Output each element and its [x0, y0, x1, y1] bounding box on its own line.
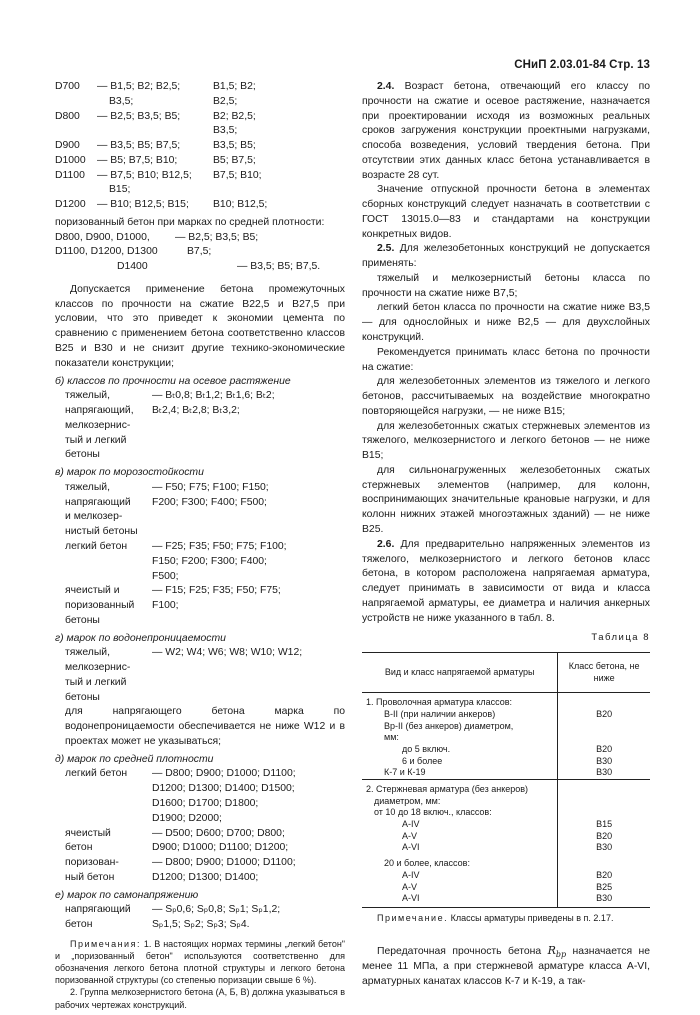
- tension-class-values: Bₜ2,4; Bₜ2,8; Bₜ3,2;: [152, 405, 240, 417]
- final-text-b: назначается не менее 11 МПа, а при стержневой арматуре класса А-VI, арматурных канатах классов К-7 и К-19, а так-: [362, 945, 650, 987]
- porous-row: [55, 231, 345, 246]
- grade-values-b: [213, 139, 345, 154]
- table-row: [362, 767, 650, 779]
- density-grade-values: D1200; D1300; D1400; D1500;: [152, 783, 295, 795]
- frost-grade-values: — F50; F75; F100; F150;: [152, 481, 269, 493]
- para-2-4: [362, 80, 650, 183]
- grade-row: [55, 198, 345, 213]
- table-cell-type: A-V: [362, 831, 558, 843]
- grade-values-a-line: — В5; В7,5; В10;: [97, 154, 178, 166]
- para-2-4-text: Возраст бетона, отвечающий его классу по прочности на сжатие и осевое растяжение, назначается при проектировании исходя из возможных реальных сроков загружения конструкции проектными нагрузками, способа возведения, условий твердения бетона. При отсутствии этих данных класс бетона устанавливается в возрасте 28 сут.: [362, 81, 650, 181]
- porous-grades: D1400: [117, 261, 148, 273]
- final-paragraph: [362, 943, 650, 990]
- density-grade-row: [65, 767, 345, 782]
- notes-label: Примечания:: [70, 938, 141, 949]
- frost-grade-values: F200; F300; F400; F500;: [152, 496, 267, 508]
- table-cell-class: В30: [596, 755, 613, 766]
- table-header-type: Вид и класс напрягаемой арматуры: [362, 652, 558, 692]
- table-cell-type: 1. Проволочная арматура классов:: [362, 693, 558, 709]
- tension-class-material: мелкозернис-: [65, 419, 131, 431]
- table-cell-class: [558, 693, 650, 709]
- frost-grade-values: F150; F200; F300; F400;: [152, 555, 267, 567]
- table-note-text: Классы арматуры приведены в п. 2.17.: [450, 912, 614, 923]
- para-2-5-text: Для железобетонных конструкций не допускается применять:: [362, 243, 650, 270]
- grade-row: [55, 139, 345, 154]
- water-grade-row: [65, 676, 345, 691]
- table-cell-type: A-VI: [362, 893, 558, 907]
- porous-row: [55, 245, 345, 260]
- final-text-a: Передаточная прочность бетона: [377, 945, 542, 957]
- frost-grade-row: [65, 570, 345, 585]
- table-cell-type: A-V: [362, 882, 558, 894]
- porous-grades: D800, D900, D1000,: [55, 231, 150, 243]
- grade-values-a: [97, 110, 213, 125]
- frost-grade-row: [65, 555, 345, 570]
- tension-class-row: [65, 404, 345, 419]
- tension-class-row: [65, 389, 345, 404]
- frost-grade-material: тяжелый,: [65, 481, 110, 493]
- density-grade-material: бетон: [65, 842, 93, 854]
- grade-name: D800: [55, 110, 80, 122]
- grade-values-b: [213, 80, 345, 110]
- para-2-5-b: легкий бетон класса по прочности на сжатие ниже В3,5 — для однослойных и ниже В2,5 — для двухслойных конструкций.: [362, 302, 650, 344]
- para-2-4-b: Значение отпускной прочности бетона в элементах сборных конструкций следует назначать в соответствии с ГОСТ 13015.0—83 и стандартами на конструкции конкретных видов.: [362, 184, 650, 240]
- grade-values-a: [97, 169, 213, 199]
- grade-values-b: [213, 169, 345, 184]
- self-stress-grade-row: [65, 903, 345, 918]
- grade-values-a: [97, 154, 213, 169]
- density-grade-values: D1900; D2000;: [152, 812, 222, 824]
- density-grade-material: ный бетон: [65, 871, 115, 883]
- frost-grade-material: легкий бетон: [65, 540, 128, 552]
- allow-paragraph: Допускается применение бетона промежуточных классов по прочности на сжатие В22,5 и В27,5 при условии, что это приведет к экономии цемента по сравнению с применением бетона соответственно классов В25 и В30 и не снизит другие технико-экономические показатели конструкции;: [55, 283, 345, 369]
- grade-row: [55, 169, 345, 199]
- para-2-5-c: Рекомендуется принимать класс бетона по прочности на сжатие:: [362, 346, 650, 373]
- table-row: [362, 842, 650, 854]
- grade-values-a-line: — В7,5; В10; В12,5;: [97, 169, 192, 181]
- porous-list: [55, 231, 345, 275]
- table-row: [362, 796, 650, 808]
- density-grade-material: ячеистый: [65, 827, 111, 839]
- section-f-list: [55, 903, 345, 933]
- table-cell-class: В30: [558, 893, 650, 907]
- table-row: [362, 882, 650, 894]
- density-grade-row: [65, 812, 345, 827]
- grade-values-a: [97, 139, 213, 154]
- grade-values-b-line: В7,5; В10;: [213, 169, 262, 181]
- density-grade-values: — D500; D600; D700; D800;: [152, 827, 285, 839]
- note-2: 2. Группа мелкозернистого бетона (А, Б, В) должна указываться в рабочих чертежах конструкций.: [55, 987, 345, 1010]
- table-row: [362, 721, 650, 733]
- para-2-5-e: для железобетонных сжатых стержневых элементов из тяжелого, мелкозернистого и легкого бетонов — не ниже В15;: [362, 420, 650, 462]
- table-caption: Таблица 8: [591, 632, 650, 644]
- tension-class-material: тяжелый,: [65, 390, 110, 402]
- density-grade-row: [65, 841, 345, 856]
- table-cell-type: A-VI: [362, 842, 558, 854]
- frost-grade-row: [65, 540, 345, 555]
- frost-grade-values: F100;: [152, 600, 179, 612]
- tension-class-material: напрягающий,: [65, 405, 134, 417]
- frost-grade-values: — F15; F25; F35; F50; F75;: [152, 585, 281, 597]
- grade-values-a: [97, 80, 213, 110]
- grade-name: D1100: [55, 169, 85, 181]
- density-grade-row: [65, 782, 345, 797]
- table-cell-class: В20: [596, 708, 613, 719]
- para-2-5: [362, 242, 650, 272]
- porous-grades: D1100, D1200, D1300: [55, 246, 158, 258]
- table-row: [362, 780, 650, 796]
- self-stress-grade-values: — Sₚ0,6; Sₚ0,8; Sₚ1; Sₚ1,2;: [152, 904, 281, 916]
- frost-grade-row: [65, 525, 345, 540]
- table-row: [362, 870, 650, 882]
- density-grade-values: — D800; D900; D1000; D1100;: [152, 857, 296, 869]
- water-grade-material: тяжелый,: [65, 647, 110, 659]
- grade-values-a-cont: В15;: [109, 184, 131, 196]
- self-stress-grade-row: [65, 918, 345, 933]
- table-cell-type: A-IV: [362, 870, 558, 882]
- tension-class-values: — Bₜ0,8; Bₜ1,2; Bₜ1,6; Bₜ2;: [152, 390, 275, 402]
- section-e-heading: д) марок по средней плотности: [55, 753, 214, 765]
- section-d-heading: г) марок по водонепроницаемости: [55, 632, 226, 644]
- section-c-list: [55, 481, 345, 629]
- table-cell-class: [558, 854, 650, 870]
- note-1: 1. В настоящих нормах термины „легкий бетон" и „поризованный бетон" используются соответственно для обозначения легкого бетона плотной структуры и легкого бетона поризованной структуры (со степенью поризации свыше 6 %).: [55, 938, 345, 986]
- tension-class-row: [65, 419, 345, 434]
- tension-class-material: тый и легкий: [65, 434, 127, 446]
- table-cell-class: [558, 780, 650, 796]
- section-b-heading: б) классов по прочности на осевое растяжение: [55, 375, 291, 387]
- para-2-6-number: 2.6.: [377, 538, 395, 550]
- grade-values-a: [97, 198, 213, 213]
- table-cell-class: В20: [596, 869, 613, 880]
- grade-name: D700: [55, 81, 80, 92]
- section-b-list: [55, 389, 345, 463]
- grade-values-b-line: В2; В2,5;: [213, 110, 256, 122]
- grade-values-b: [213, 110, 345, 140]
- frost-grade-material: ячеистый и: [65, 585, 120, 597]
- grade-values-b: [213, 154, 345, 169]
- porous-classes: — В3,5; В5; В7,5.: [237, 261, 321, 273]
- density-grade-material: поризован-: [65, 857, 119, 869]
- section-c-heading: в) марок по морозостойкости: [55, 467, 204, 479]
- para-2-5-number: 2.5.: [377, 243, 395, 255]
- frost-grade-material: поризованный: [65, 600, 135, 612]
- table-header-row: [362, 652, 650, 692]
- table-row: [362, 893, 650, 907]
- table-cell-class: В25: [596, 881, 613, 892]
- porous-classes: — В2,5; В3,5; В5;: [175, 231, 259, 243]
- density-grade-row: [65, 797, 345, 812]
- table-cell-type: В-II (при наличии анкеров): [362, 709, 558, 721]
- table-cell-class: В30: [596, 767, 613, 778]
- density-grade-values: D900; D1000; D1100; D1200;: [152, 842, 289, 854]
- density-grade-material: легкий бетон: [65, 768, 128, 780]
- grade-name: D1200: [55, 199, 86, 211]
- frost-grade-material: бетоны: [65, 614, 100, 626]
- table-cell-type: 6 и более: [362, 756, 558, 768]
- rbp-subscript: bp: [555, 949, 567, 959]
- grade-name: D1000: [55, 154, 86, 166]
- frost-grade-material: и мелкозер-: [65, 511, 123, 523]
- table-row: [362, 732, 650, 744]
- water-grade-row: [65, 691, 345, 706]
- table-cell-class: [558, 807, 650, 819]
- grade-row: [55, 80, 345, 110]
- table-row: [362, 709, 650, 721]
- table-cell-class: В20: [596, 830, 613, 841]
- density-grade-values: D1600; D1700; D1800;: [152, 797, 259, 809]
- tension-class-row: [65, 434, 345, 449]
- water-grade-material: мелкозернис-: [65, 662, 131, 674]
- section-d-paragraph: для напрягающего бетона марка по водонепроницаемости обеспечивается не ниже W12 и в проектах может не указываться;: [65, 706, 345, 747]
- grade-values-b-cont: В2,5;: [213, 95, 238, 107]
- frost-grade-row: [65, 496, 345, 511]
- table-row: [362, 854, 650, 870]
- table-note: [362, 912, 650, 925]
- table-cell-type: A-IV: [362, 819, 558, 831]
- frost-grade-row: [65, 481, 345, 496]
- table-cell-type: 2. Стержневая арматура (без анкеров): [362, 780, 558, 796]
- table-header-class: Класс бетона, не ниже: [558, 652, 650, 692]
- frost-grade-values: — F25; F35; F50; F75; F100;: [152, 540, 287, 552]
- right-column: [362, 80, 650, 990]
- density-grade-row: [65, 871, 345, 886]
- frost-grade-material: напрягающий: [65, 496, 131, 508]
- grade-values-a-line: — В2,5; В3,5; В5;: [97, 110, 181, 122]
- table-row: [362, 744, 650, 756]
- para-2-5-d: для железобетонных элементов из тяжелого и легкого бетонов, рассчитываемых на воздействие многократно повторяющейся нагрузки, — не ниже В15;: [362, 376, 650, 417]
- density-grade-row: [65, 827, 345, 842]
- para-2-4-number: 2.4.: [377, 81, 395, 92]
- grade-values-b: [213, 198, 345, 213]
- table-8: [362, 652, 650, 908]
- para-2-5-a: тяжелый и мелкозернистый бетоны класса по прочности на сжатие ниже В7,5;: [362, 272, 650, 299]
- table-row: [362, 819, 650, 831]
- table-cell-type: мм:: [362, 732, 558, 744]
- para-2-5-f: для сильнонагруженных железобетонных сжатых стержневых элементов (например, для колонн, воспринимающих значительные крановые нагрузки, и для колонн нижних этажей многоэтажных зданий) — не ниже В25.: [362, 464, 650, 535]
- section-e-list: [55, 767, 345, 885]
- density-grade-values: D1200; D1300; D1400;: [152, 871, 259, 883]
- rbp-symbol: $R_{bp}$: [547, 943, 567, 959]
- table-note-label: Примечание.: [377, 912, 449, 923]
- table-cell-class: В20: [596, 743, 613, 754]
- density-grade-row: [65, 856, 345, 871]
- table-row: [362, 693, 650, 709]
- porous-row: [55, 260, 345, 275]
- grade-row: [55, 110, 345, 140]
- page-header: СНиП 2.03.01-84 Стр. 13: [514, 59, 650, 71]
- water-grade-row: [65, 661, 345, 676]
- table-cell-class: В15: [596, 819, 613, 830]
- left-column: [55, 80, 345, 1011]
- frost-grade-values: F500;: [152, 570, 179, 582]
- table-row: [362, 807, 650, 819]
- table-cell-type: диаметром, мм:: [362, 796, 558, 808]
- table-cell-type: от 10 до 18 включ., классов:: [362, 807, 558, 819]
- water-grade-material: бетоны: [65, 691, 100, 703]
- grade-row: [55, 154, 345, 169]
- section-d-list: [55, 646, 345, 705]
- table-cell-class: [558, 796, 650, 808]
- grade-values-b-cont: В3,5;: [213, 125, 238, 137]
- section-f-heading: е) марок по самонапряжению: [55, 889, 199, 901]
- water-grade-material: тый и легкий: [65, 676, 127, 688]
- self-stress-grade-material: бетон: [65, 919, 93, 931]
- table-cell-class: [558, 732, 650, 744]
- para-2-6-text: Для предварительно напряженных элементов из тяжелого, мелкозернистого и легкого бетонов класс бетона, в котором расположена напрягаемая арматура, следует принимать в зависимости от вида и класса напрягаемой арматуры, ее диаметра и наличия анкерных устройств не ниже указанного в табл. 8.: [362, 538, 650, 624]
- table-cell-type: до 5 включ.: [362, 744, 558, 756]
- tension-class-row: [65, 448, 345, 463]
- table-cell-class: [558, 721, 650, 733]
- table-cell-class: В30: [596, 842, 613, 853]
- self-stress-grade-material: напрягающий: [65, 904, 131, 916]
- grade-values-b-line: В3,5; В5;: [213, 140, 256, 152]
- grade-list: [55, 80, 345, 213]
- grade-name: D900: [55, 140, 80, 152]
- grade-values-b-line: В10; В12,5;: [213, 199, 268, 211]
- frost-grade-row: [65, 584, 345, 599]
- table-row: [362, 756, 650, 768]
- frost-grade-row: [65, 510, 345, 525]
- frost-grade-row: [65, 614, 345, 629]
- grade-values-b-line: В5; В7,5;: [213, 154, 256, 166]
- density-grade-values: — D800; D900; D1000; D1100;: [152, 768, 296, 780]
- para-2-6: [362, 538, 650, 627]
- water-grade-row: [65, 646, 345, 661]
- grade-values-a-line: — В10; В12,5; В15;: [97, 199, 189, 211]
- grade-values-a-line: — В3,5; В5; В7,5;: [97, 140, 181, 152]
- table-cell-type: 20 и более, классов:: [362, 854, 558, 870]
- porous-classes: В7,5;: [187, 246, 212, 258]
- table-cell-type: Вр-II (без анкеров) диаметром,: [362, 721, 558, 733]
- table-row: [362, 831, 650, 843]
- notes-block: [55, 938, 345, 987]
- frost-grade-row: [65, 599, 345, 614]
- grade-values-a-cont: В3,5;: [109, 95, 134, 107]
- water-grade-values: — W2; W4; W6; W8; W10; W12;: [152, 647, 303, 659]
- table-cell-type: К-7 и К-19: [362, 767, 558, 779]
- grade-values-b-line: В1,5; В2;: [213, 81, 256, 92]
- porous-intro: поризованный бетон при марках по средней плотности:: [55, 216, 325, 228]
- tension-class-material: бетоны: [65, 449, 100, 461]
- self-stress-grade-values: Sₚ1,5; Sₚ2; Sₚ3; Sₚ4.: [152, 919, 250, 931]
- frost-grade-material: нистый бетоны: [65, 526, 138, 538]
- grade-values-a-line: — В1,5; В2; В2,5;: [97, 81, 181, 92]
